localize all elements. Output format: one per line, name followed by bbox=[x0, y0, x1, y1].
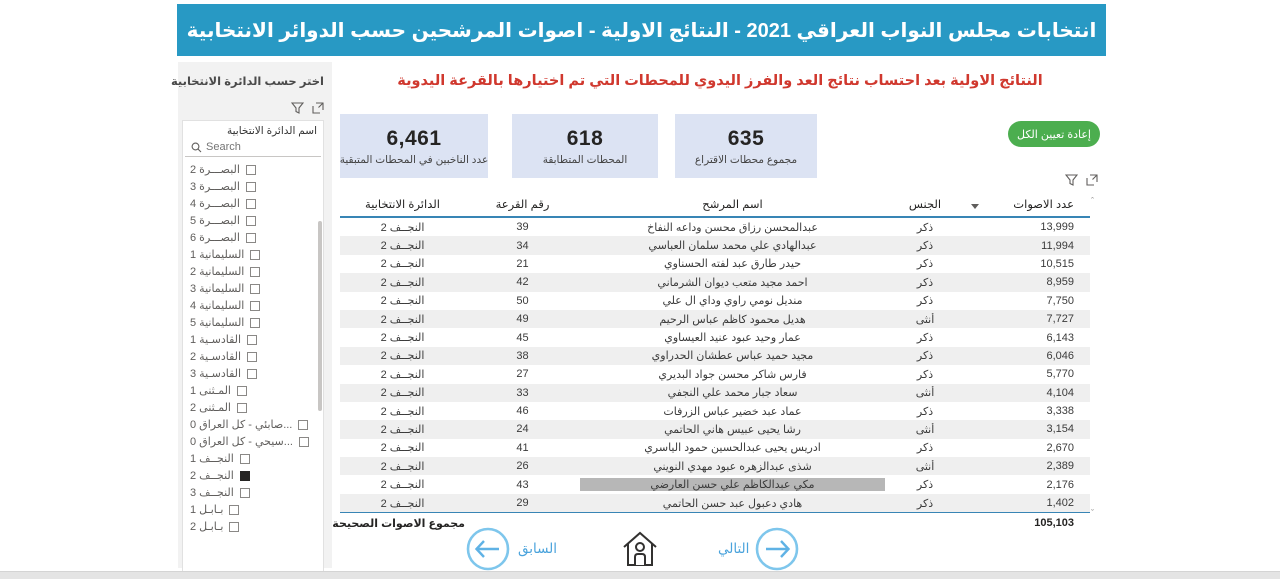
cell-district: النجــف 2 bbox=[380, 332, 425, 345]
cell-name: عبدالهادي علي محمد سلمان العباسي bbox=[648, 240, 817, 253]
checkbox-icon[interactable] bbox=[250, 267, 260, 277]
district-item-label: النجــف 3 bbox=[190, 487, 234, 499]
cell-lottery: 29 bbox=[516, 497, 529, 510]
cell-district: النجــف 2 bbox=[380, 368, 425, 381]
district-item-label: ...صابئي - كل العراق 0 bbox=[190, 419, 293, 431]
district-list-item[interactable] bbox=[183, 484, 323, 501]
search-icon bbox=[191, 142, 202, 153]
filter-icon[interactable] bbox=[291, 102, 304, 114]
district-list-item[interactable] bbox=[183, 382, 323, 399]
cell-gender: ذكر bbox=[916, 368, 934, 381]
district-list-item[interactable] bbox=[183, 280, 323, 297]
district-list-item[interactable] bbox=[183, 467, 323, 484]
table-row[interactable] bbox=[340, 273, 1090, 291]
scroll-up-icon[interactable]: ˆ bbox=[1091, 196, 1094, 206]
column-header-district[interactable]: الدائرة الانتخابية bbox=[365, 199, 440, 211]
slicer-scrollbar[interactable] bbox=[318, 221, 322, 411]
checkbox-icon[interactable] bbox=[240, 454, 250, 464]
cell-name: عماد عبد خضير عباس الزرفات bbox=[663, 405, 802, 418]
cell-lottery: 49 bbox=[516, 313, 529, 326]
cell-name: مكي عبدالكاظم علي حسن العارضي bbox=[580, 478, 885, 491]
table-row[interactable] bbox=[340, 402, 1090, 420]
cell-votes: 4,104 bbox=[1046, 386, 1074, 399]
checkbox-icon[interactable] bbox=[246, 233, 256, 243]
district-item-label: السليمانية 5 bbox=[190, 317, 245, 329]
district-list bbox=[183, 159, 323, 579]
table-header-icons bbox=[1065, 174, 1098, 186]
sort-descending-icon bbox=[971, 204, 979, 209]
cell-name: منديل نومي راوي وداي ال علي bbox=[662, 295, 803, 308]
cell-votes: 5,770 bbox=[1046, 368, 1074, 381]
district-filter-panel bbox=[170, 62, 332, 568]
filter-panel-title: اختر حسب الدائرة الانتخابية bbox=[170, 76, 324, 88]
cell-gender: ذكر bbox=[916, 497, 934, 510]
cell-name: عمار وحيد عبود عنيد العيساوي bbox=[664, 332, 801, 345]
total-votes-value: 105,103 bbox=[1034, 517, 1074, 530]
district-item-label: بـابـل 1 bbox=[190, 504, 224, 516]
cell-lottery: 27 bbox=[516, 368, 529, 381]
cell-name: شذى عبدالزهره عبود مهدي النويني bbox=[653, 460, 812, 473]
table-row[interactable] bbox=[340, 420, 1090, 438]
cell-votes: 10,515 bbox=[1040, 257, 1074, 270]
checkbox-icon[interactable] bbox=[247, 335, 257, 345]
district-item-label: السليمانية 4 bbox=[190, 300, 245, 312]
district-item-label: المـثنى 1 bbox=[190, 385, 231, 397]
cell-votes: 13,999 bbox=[1040, 221, 1074, 234]
table-row[interactable] bbox=[340, 347, 1090, 365]
cell-votes: 11,994 bbox=[1041, 239, 1074, 252]
checkbox-icon[interactable] bbox=[229, 522, 239, 532]
district-list-item[interactable] bbox=[183, 365, 323, 382]
district-item-label: النجــف 2 bbox=[190, 470, 234, 482]
cell-gender: ذكر bbox=[916, 258, 934, 271]
district-list-item[interactable] bbox=[183, 399, 323, 416]
table-row[interactable] bbox=[340, 494, 1090, 512]
cell-lottery: 21 bbox=[516, 257, 529, 270]
district-list-item[interactable] bbox=[183, 212, 323, 229]
cell-district: النجــف 2 bbox=[380, 442, 425, 455]
kpi-value: 635 bbox=[727, 126, 765, 150]
cell-votes: 6,143 bbox=[1046, 331, 1074, 344]
checkbox-icon[interactable] bbox=[250, 301, 260, 311]
district-list-item[interactable] bbox=[183, 229, 323, 246]
district-item-label: البصـــرة 6 bbox=[190, 232, 240, 244]
cell-votes: 7,750 bbox=[1046, 294, 1074, 307]
cell-gender: ذكر bbox=[916, 350, 934, 363]
cell-gender: أنثى bbox=[915, 460, 935, 473]
table-total-row bbox=[332, 512, 1090, 533]
district-list-item[interactable] bbox=[183, 433, 323, 450]
cell-name: احمد مجيد متعب ديوان الشرماني bbox=[657, 276, 808, 289]
district-item-label: البصـــرة 2 bbox=[190, 164, 240, 176]
results-table bbox=[332, 192, 1090, 533]
scroll-down-icon[interactable]: ˇ bbox=[1091, 508, 1094, 518]
cell-district: النجــف 2 bbox=[380, 350, 425, 363]
cell-name: هادي دعبول عبد حسن الحاتمي bbox=[662, 497, 803, 510]
checkbox-icon[interactable] bbox=[240, 488, 250, 498]
cell-district: النجــف 2 bbox=[380, 405, 425, 418]
cell-lottery: 45 bbox=[516, 331, 529, 344]
cell-gender: ذكر bbox=[916, 295, 934, 308]
kpi-card-matched-stations bbox=[512, 114, 658, 178]
reset-all-button[interactable]: إعادة تعيين الكل bbox=[1008, 121, 1100, 147]
report-title: انتخابات مجلس النواب العراقي 2021 - النتائج الاولية - اصوات المرشحين حسب الدوائر الانتخابية bbox=[186, 19, 1097, 42]
cell-district: النجــف 2 bbox=[380, 387, 425, 400]
table-row[interactable] bbox=[340, 475, 1090, 493]
checkbox-icon[interactable] bbox=[250, 284, 260, 294]
column-header-lottery[interactable]: رقم القرعة bbox=[495, 199, 550, 211]
cell-name: ادريس يحيى عبدالحسين حمود الياسري bbox=[644, 442, 821, 455]
report-title-banner bbox=[177, 4, 1106, 56]
kpi-label: عدد الناخبين في المحطات المتبقية bbox=[339, 153, 489, 166]
next-page-label[interactable]: التالي bbox=[718, 541, 750, 556]
district-list-item[interactable] bbox=[183, 331, 323, 348]
home-button[interactable] bbox=[618, 527, 662, 571]
column-header-gender[interactable]: الجنس bbox=[908, 199, 942, 211]
cell-name: رشا يحيى عبيس هاني الحاتمي bbox=[664, 423, 801, 436]
cell-gender: ذكر bbox=[916, 405, 934, 418]
district-item-label: بـابـل 2 bbox=[190, 521, 224, 533]
kpi-value: 618 bbox=[566, 126, 604, 150]
checkbox-icon[interactable] bbox=[250, 250, 260, 260]
cell-gender: ذكر bbox=[916, 442, 934, 455]
cell-lottery: 33 bbox=[516, 386, 529, 399]
next-page-button[interactable] bbox=[755, 527, 799, 571]
previous-page-label[interactable]: السابق bbox=[518, 541, 558, 556]
cell-gender: أنثى bbox=[915, 313, 935, 326]
cell-votes: 8,959 bbox=[1046, 276, 1074, 289]
total-label: مجموع الاصوات الصحيحة bbox=[332, 517, 465, 530]
cell-lottery: 39 bbox=[516, 221, 529, 234]
cell-lottery: 50 bbox=[516, 294, 529, 307]
cell-lottery: 24 bbox=[516, 423, 529, 436]
cell-name: هديل محمود كاظم عباس الرحيم bbox=[659, 313, 806, 326]
table-row[interactable] bbox=[340, 365, 1090, 383]
district-list-item[interactable] bbox=[183, 501, 323, 518]
cell-gender: ذكر bbox=[916, 332, 934, 345]
table-row[interactable] bbox=[340, 255, 1090, 273]
cell-lottery: 41 bbox=[516, 441, 529, 454]
cell-name: عبدالمحسن رزاق محسن وداعه النفاخ bbox=[647, 221, 818, 234]
district-item-label: القادسـية 3 bbox=[190, 368, 242, 380]
table-row[interactable] bbox=[340, 236, 1090, 254]
checkbox-icon[interactable] bbox=[246, 165, 256, 175]
table-row[interactable] bbox=[340, 439, 1090, 457]
district-item-label: القادسـية 1 bbox=[190, 334, 242, 346]
focus-mode-icon[interactable] bbox=[312, 102, 324, 114]
cell-lottery: 34 bbox=[516, 239, 529, 252]
table-row[interactable] bbox=[340, 292, 1090, 310]
cell-votes: 2,670 bbox=[1046, 441, 1074, 454]
cell-district: النجــف 2 bbox=[380, 240, 425, 253]
cell-gender: أنثى bbox=[915, 387, 935, 400]
district-list-item[interactable] bbox=[183, 314, 323, 331]
cell-district: النجــف 2 bbox=[380, 479, 425, 492]
checkbox-icon[interactable] bbox=[229, 505, 239, 515]
column-header-votes[interactable] bbox=[965, 197, 1090, 211]
checkbox-icon[interactable] bbox=[246, 216, 256, 226]
cell-votes: 2,176 bbox=[1046, 478, 1074, 491]
checkbox-icon[interactable] bbox=[237, 386, 247, 396]
district-item-label: ...سيحي - كل العراق 0 bbox=[190, 436, 293, 448]
district-item-label: القادسـية 2 bbox=[190, 351, 242, 363]
district-list-item[interactable] bbox=[183, 195, 323, 212]
search-input[interactable] bbox=[206, 141, 296, 153]
district-list-item[interactable] bbox=[183, 450, 323, 467]
slicer-title: اسم الدائرة الانتخابية bbox=[227, 125, 317, 137]
checkbox-icon[interactable] bbox=[237, 403, 247, 413]
cell-gender: ذكر bbox=[916, 479, 934, 492]
kpi-label: مجموع محطات الاقتراع bbox=[694, 153, 798, 166]
cell-votes: 7,727 bbox=[1046, 313, 1074, 326]
cell-lottery: 26 bbox=[516, 460, 529, 473]
checkbox-icon[interactable] bbox=[247, 369, 257, 379]
cell-district: النجــف 2 bbox=[380, 460, 425, 473]
cell-gender: أنثى bbox=[915, 423, 935, 436]
cell-lottery: 38 bbox=[516, 349, 529, 362]
cell-name: فارس شاكر محسن جواد البديري bbox=[658, 368, 807, 381]
cell-gender: ذكر bbox=[916, 221, 934, 234]
checkbox-icon[interactable] bbox=[246, 182, 256, 192]
report-subtitle: النتائج الاولية بعد احتساب نتائج العد والفرز اليدوي للمحطات التي تم اختيارها بالقرعة اليدوية bbox=[397, 73, 1043, 89]
district-item-label: السليمانية 3 bbox=[190, 283, 245, 295]
kpi-card-remaining-voters bbox=[340, 114, 488, 178]
cell-lottery: 46 bbox=[516, 405, 529, 418]
cell-district: النجــف 2 bbox=[380, 295, 425, 308]
table-row[interactable] bbox=[340, 218, 1090, 236]
checkbox-icon[interactable] bbox=[250, 318, 260, 328]
checkbox-icon[interactable] bbox=[247, 352, 257, 362]
slicer-search-row bbox=[185, 139, 321, 157]
district-item-label: النجــف 1 bbox=[190, 453, 234, 465]
district-list-item[interactable] bbox=[183, 246, 323, 263]
cell-name: سعاد جبار محمد علي النجفي bbox=[667, 387, 798, 400]
district-item-label: السليمانية 2 bbox=[190, 266, 245, 278]
kpi-value: 6,461 bbox=[386, 126, 442, 150]
previous-page-button[interactable] bbox=[466, 527, 510, 571]
cell-votes: 6,046 bbox=[1046, 349, 1074, 362]
district-list-item[interactable] bbox=[183, 178, 323, 195]
cell-votes: 3,338 bbox=[1046, 405, 1074, 418]
cell-district: النجــف 2 bbox=[380, 258, 425, 271]
checkbox-checked-icon[interactable] bbox=[240, 471, 250, 481]
table-row[interactable] bbox=[340, 328, 1090, 346]
district-list-item[interactable] bbox=[183, 518, 323, 535]
bottom-edge-bar bbox=[0, 571, 1280, 579]
cell-district: النجــف 2 bbox=[380, 221, 425, 234]
cell-name: مجيد حميد عباس عطشان الحدراوي bbox=[651, 350, 814, 363]
table-row[interactable] bbox=[340, 457, 1090, 475]
slicer-header-icons bbox=[291, 102, 324, 114]
cell-district: النجــف 2 bbox=[380, 276, 425, 289]
focus-mode-icon[interactable] bbox=[1086, 174, 1098, 186]
cell-votes: 2,389 bbox=[1046, 460, 1074, 473]
district-list-item[interactable] bbox=[183, 263, 323, 280]
cell-lottery: 42 bbox=[516, 276, 529, 289]
table-header-row bbox=[340, 192, 1090, 218]
checkbox-icon[interactable] bbox=[246, 199, 256, 209]
cell-votes: 1,402 bbox=[1046, 497, 1074, 510]
cell-district: النجــف 2 bbox=[380, 423, 425, 436]
district-item-label: السليمانية 1 bbox=[190, 249, 245, 261]
cell-name: حيدر طارق عبد لفته الحسناوي bbox=[663, 258, 802, 271]
cell-gender: ذكر bbox=[916, 240, 934, 253]
filter-icon[interactable] bbox=[1065, 174, 1078, 186]
district-item-label: البصـــرة 4 bbox=[190, 198, 240, 210]
cell-lottery: 43 bbox=[516, 478, 529, 491]
kpi-label: المحطات المتطابقة bbox=[542, 153, 628, 166]
district-list-item[interactable] bbox=[183, 297, 323, 314]
cell-district: النجــف 2 bbox=[380, 313, 425, 326]
checkbox-icon[interactable] bbox=[299, 437, 309, 447]
table-body bbox=[340, 218, 1090, 512]
column-header-votes-label: عدد الاصوات bbox=[1013, 199, 1074, 211]
district-list-item[interactable] bbox=[183, 416, 323, 433]
table-row[interactable] bbox=[340, 384, 1090, 402]
district-list-item[interactable] bbox=[183, 161, 323, 178]
cell-votes: 3,154 bbox=[1046, 423, 1074, 436]
checkbox-icon[interactable] bbox=[298, 420, 308, 430]
table-row[interactable] bbox=[340, 310, 1090, 328]
cell-district: النجــف 2 bbox=[380, 497, 425, 510]
cell-gender: ذكر bbox=[916, 276, 934, 289]
district-item-label: البصـــرة 5 bbox=[190, 215, 240, 227]
district-list-item[interactable] bbox=[183, 348, 323, 365]
district-item-label: البصـــرة 3 bbox=[190, 181, 240, 193]
kpi-card-total-stations bbox=[675, 114, 817, 178]
district-slicer bbox=[182, 120, 324, 579]
column-header-name[interactable]: اسم المرشح bbox=[702, 199, 763, 211]
district-item-label: المـثنى 2 bbox=[190, 402, 231, 414]
